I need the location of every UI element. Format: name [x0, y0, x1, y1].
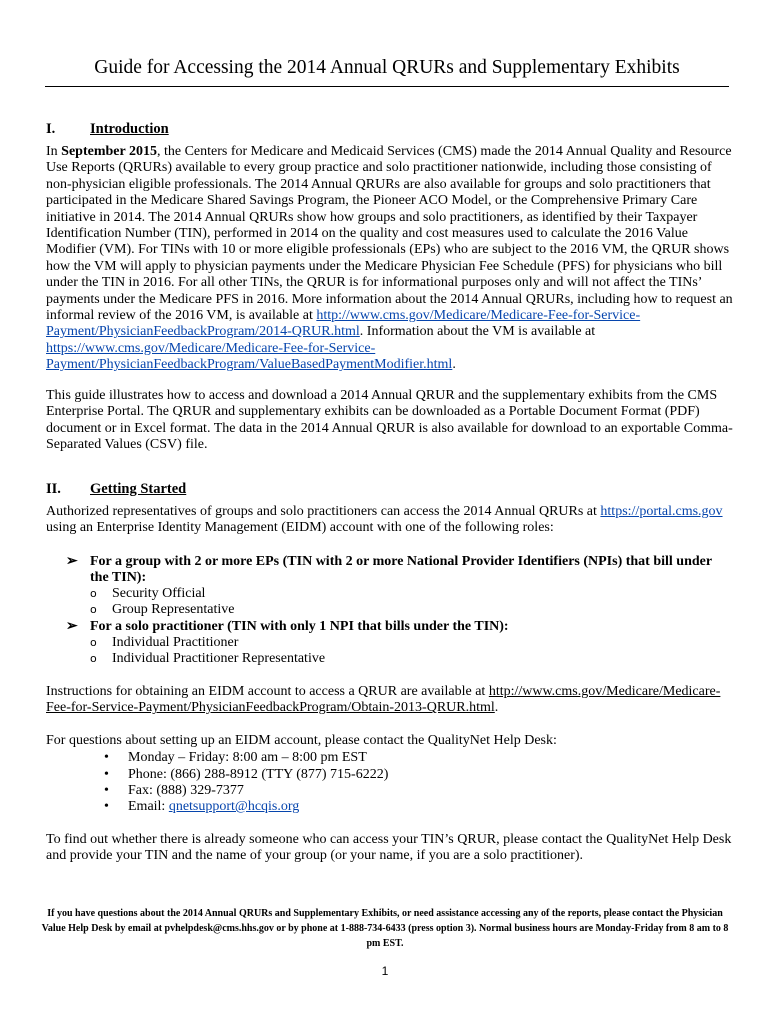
section-heading-getting-started	[46, 480, 186, 498]
arrow-icon: ➢	[66, 554, 78, 569]
vm-info-link[interactable]: https://www.cms.gov/Medicare/Medicare-Fee-for-Service-Payment/PhysicianFeedbackProgram/ValueBasedPaymentModifier.html	[46, 340, 453, 373]
list-item	[90, 602, 234, 618]
arrow-icon: ➢	[66, 619, 78, 634]
list-item	[104, 799, 299, 815]
bullet-icon: •	[104, 750, 109, 765]
helpdesk-email-link[interactable]: qnetsupport@hcqis.org	[168, 799, 300, 814]
eidm-text-1: Instructions for obtaining an EIDM account to access a QRUR are available at	[46, 684, 489, 699]
section-number: I.	[46, 121, 56, 137]
eidm-text-2: .	[494, 700, 499, 716]
role-name: Individual Practitioner Representative	[112, 651, 326, 666]
guide-paragraph: This guide illustrates how to access and download a 2014 Annual QRUR and the supplementary exhibits from the CMS Enterprise Portal. The QRUR and supplementary exhibits can be downloaded as a Portable Document Format (PDF) document or in Excel format. The data in the 2014 Annual QRUR is also available for download to an exportable Comma-Separated Values (CSV) file.	[46, 388, 733, 453]
section-title: Getting Started	[90, 481, 187, 497]
portal-link[interactable]: https://portal.cms.gov	[600, 504, 723, 519]
section-title: Introduction	[90, 121, 169, 137]
helpdesk-phone: Phone: (866) 288-8912 (TTY (877) 715-6222)	[128, 767, 389, 782]
list-item	[90, 635, 238, 651]
bullet-icon: •	[104, 799, 109, 814]
eidm-paragraph	[46, 684, 736, 717]
helpdesk-intro: For questions about setting up an EIDM account, please contact the QualityNet Help Desk:	[46, 733, 557, 748]
page-title: Guide for Accessing the 2014 Annual QRURs and Supplementary Exhibits	[45, 54, 729, 87]
page-number: 1	[381, 964, 389, 978]
role-solo-label: For a solo practitioner (TIN with only 1 NPI that bills under the TIN):	[90, 619, 509, 634]
helpdesk-email-label: Email:	[128, 799, 169, 814]
role-name: Security Official	[112, 586, 206, 601]
role-group-label: For a group with 2 or more EPs (TIN with 2 or more National Provider Identifiers (NPIs) that bill under the TIN):	[90, 554, 712, 586]
obtain-qrur-link[interactable]: http://www.cms.gov/Medicare/Medicare-Fee-for-Service-Payment/PhysicianFeedbackProgram/Obtain-2013-QRUR.html	[46, 684, 721, 716]
gs-text-2: using an Enterprise Identity Management (EIDM) account with one of the following roles:	[46, 520, 554, 536]
getting-started-paragraph	[46, 504, 736, 537]
circle-bullet-icon: o	[90, 587, 97, 600]
helpdesk-hours: Monday – Friday: 8:00 am – 8:00 pm EST	[128, 750, 367, 765]
circle-bullet-icon: o	[90, 636, 97, 649]
role-solo	[66, 619, 726, 635]
list-item	[90, 651, 325, 667]
bullet-icon: •	[104, 783, 109, 798]
intro-paragraph	[46, 144, 736, 374]
section-number: II.	[46, 481, 61, 497]
intro-text-4: .	[452, 357, 456, 373]
footer-note: If you have questions about the 2014 Annual QRURs and Supplementary Exhibits, or need assistance accessing any of the reports, please contact the Physician Value Help Desk by email at pvhelpdesk@cms.hhs.gov or by phone at 1-888-734-6433 (press option 3). Normal business hours are Monday-Friday from 8 am to 8 pm EST.	[41, 908, 729, 949]
list-item	[104, 783, 244, 799]
intro-text-3: . Information about the VM is available at	[359, 324, 596, 340]
list-item	[90, 586, 205, 602]
role-name: Individual Practitioner	[112, 635, 239, 650]
intro-text-1: In	[46, 144, 62, 159]
role-group	[66, 554, 726, 587]
helpdesk-fax: Fax: (888) 329-7377	[128, 783, 244, 798]
list-item	[104, 750, 367, 766]
role-name: Group Representative	[112, 602, 235, 617]
bullet-icon: •	[104, 767, 109, 782]
intro-text-2: , the Centers for Medicare and Medicaid Services (CMS) made the 2014 Annual Quality and Resource Use Reports (QRURs) available to every group practice and solo practitioner nationwide, including those consisting of non-physician eligible professionals. The 2014 Annual QRURs are also available for groups and solo practitioners that participated in the Medicare Shared Savings Program, the Pioneer ACO Model, or the Comprehensive Primary Care initiative in 2014. The 2014 Annual QRURs show how groups and solo practitioners, as identified by their Taxpayer Identification Number (TIN), performed in 2014 on the quality and cost measures used to calculate the 2016 Value Modifier (VM). For TINs with 10 or more eligible professionals (EPs) who are subject to the 2016 VM, the QRUR shows how the VM will apply to physician payments under the Medicare Physician Fee Schedule (PFS) for physicians who bill under the TIN in 2016. For all other TINs, the QRUR is for informational purposes only and will not affect the TINs’ payments under the Medicare PFS in 2016. More information about the 2014 Annual QRURs, including how to request an informal review of the 2016 VM, is available at	[46, 144, 733, 324]
gs-text-1: Authorized representatives of groups and solo practitioners can access the 2014 Annual QRURs at	[46, 504, 601, 519]
circle-bullet-icon: o	[90, 652, 97, 665]
qrur-info-link[interactable]: http://www.cms.gov/Medicare/Medicare-Fee-for-Service-Payment/PhysicianFeedbackProgram/2014-QRUR.html	[46, 308, 641, 340]
closing-paragraph: To find out whether there is already someone who can access your TIN’s QRUR, please contact the QualityNet Help Desk and provide your TIN and the name of your group (or your name, if you are a solo practitioner).	[46, 832, 732, 864]
intro-date: September 2015	[61, 144, 157, 159]
section-heading-introduction	[46, 120, 169, 138]
circle-bullet-icon: o	[90, 603, 97, 616]
list-item	[104, 767, 388, 783]
